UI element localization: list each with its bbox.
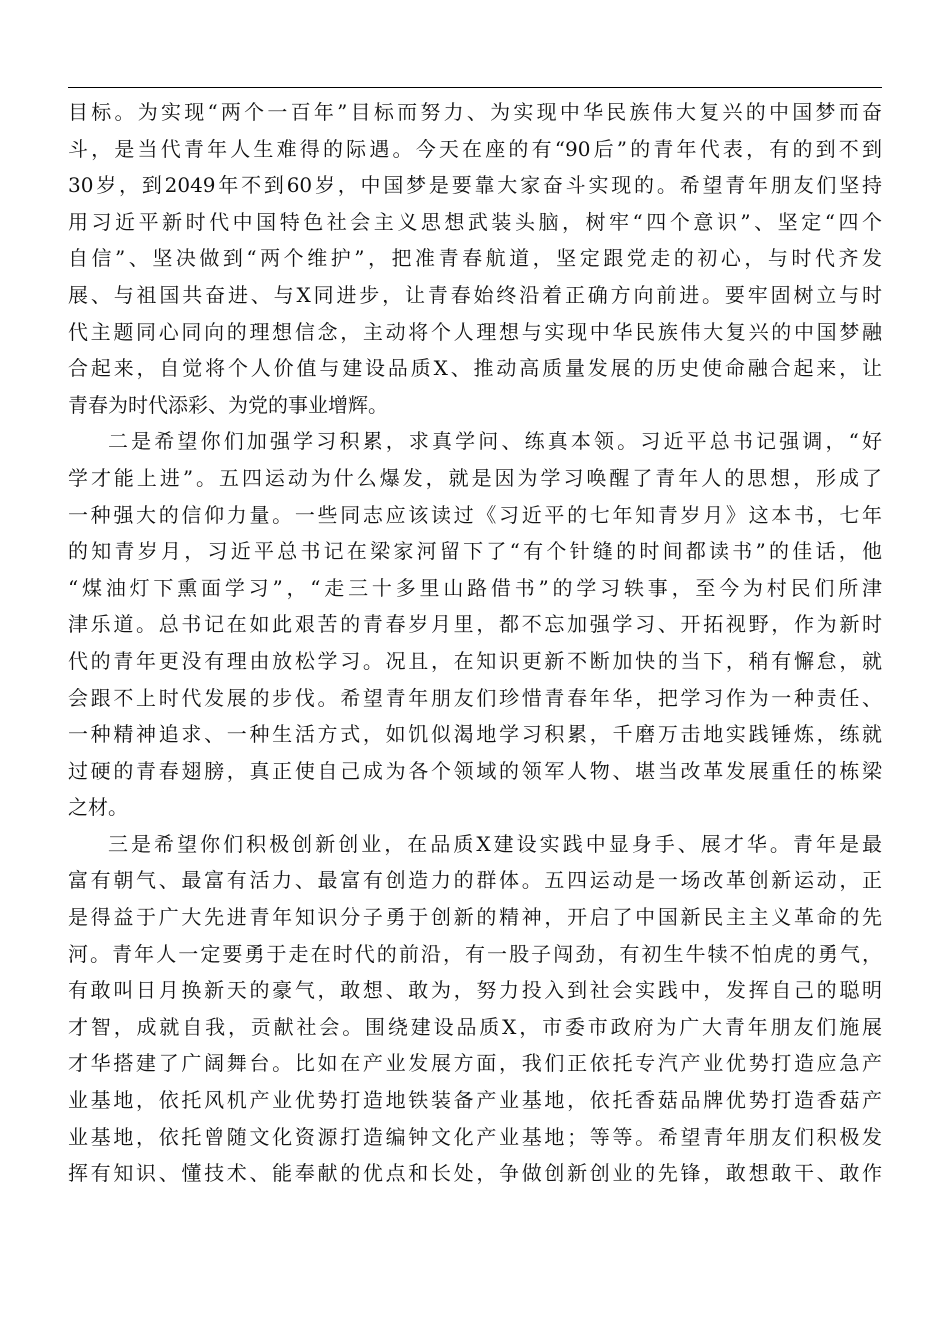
text-line: 合起来，自觉将个人价值与建设品质X、推动高质量发展的历史使命融合起来，让 [68, 356, 882, 381]
text-line: 斗，是当代青年人生难得的际遇。今天在座的有“90后”的青年代表，有的到不到 [68, 136, 882, 161]
text-line: 挥有知识、懂技术、能奉献的优点和长处，争做创新创业的先锋，敢想敢干、敢作 [68, 1161, 882, 1186]
text-line: 自信”、坚决做到“两个维护”，把准青春航道，坚定跟党走的初心，与时代齐发 [68, 246, 882, 271]
text-line: 二是希望你们加强学习积累，求真学问、练真本领。习近平总书记强调，“好 [108, 429, 882, 454]
text-line: 用习近平新时代中国特色社会主义思想武装头脑，树牢“四个意识”、坚定“四个 [68, 209, 882, 234]
text-line: 学才能上进”。五四运动为什么爆发，就是因为学习唤醒了青年人的思想，形成了 [68, 465, 882, 490]
text-line: 才华搭建了广阔舞台。比如在产业发展方面，我们正依托专汽产业优势打造应急产 [68, 1051, 882, 1076]
text-line: 代的青年更没有理由放松学习。况且，在知识更新不断加快的当下，稍有懈怠，就 [68, 648, 882, 673]
text-line: 30岁，到2049年不到60岁，中国梦是要靠大家奋斗实现的。希望青年朋友们坚持 [68, 173, 882, 198]
body-text [68, 94, 882, 1192]
text-line: 之材。 [68, 795, 128, 820]
text-line: 的知青岁月，习近平总书记在梁家河留下了“有个针缝的时间都读书”的佳话，他 [68, 539, 882, 564]
text-line: 津乐道。总书记在如此艰苦的青春岁月里，都不忘加强学习、开拓视野，作为新时 [68, 612, 882, 637]
text-line: 富有朝气、最富有活力、最富有创造力的群体。五四运动是一场改革创新运动，正 [68, 868, 882, 893]
text-line: 一种精神追求、一种生活方式，如饥似渴地学习积累，千磨万击地实践锤炼，练就 [68, 722, 882, 747]
text-line: 才智，成就自我，贡献社会。围绕建设品质X，市委市政府为广大青年朋友们施展 [68, 1014, 882, 1039]
text-line: 三是希望你们积极创新创业，在品质X建设实践中显身手、展才华。青年是最 [108, 831, 882, 856]
text-line: 河。青年人一定要勇于走在时代的前沿，有一股子闯劲，有初生牛犊不怕虎的勇气， [68, 941, 882, 966]
text-line: “煤油灯下熏面学习”，“走三十多里山路借书”的学习轶事，至今为村民们所津 [68, 575, 882, 600]
text-line: 青春为时代添彩、为党的事业增辉。 [68, 392, 388, 417]
text-line: 业基地，依托曾随文化资源打造编钟文化产业基地；等等。希望青年朋友们积极发 [68, 1124, 882, 1149]
text-line: 有敢叫日月换新天的豪气，敢想、敢为，努力投入到社会实践中，发挥自己的聪明 [68, 978, 882, 1003]
text-line: 目标。为实现“两个一百年”目标而努力、为实现中华民族伟大复兴的中国梦而奋 [68, 100, 882, 124]
text-line: 业基地，依托风机产业优势打造地铁装备产业基地，依托香菇品牌优势打造香菇产 [68, 1088, 882, 1113]
text-line: 过硬的青春翅膀，真正使自己成为各个领域的领军人物、堪当改革发展重任的栋梁 [68, 758, 882, 783]
text-line: 展、与祖国共奋进、与X同进步，让青春始终沿着正确方向前进。要牢固树立与时 [68, 282, 882, 307]
text-line: 一种强大的信仰力量。一些同志应该读过《习近平的七年知青岁月》这本书，七年 [68, 502, 882, 527]
header-rule [68, 87, 882, 88]
text-line: 是得益于广大先进青年知识分子勇于创新的精神，开启了中国新民主主义革命的先 [68, 905, 882, 930]
text-line: 会跟不上时代发展的步伐。希望青年朋友们珍惜青春年华，把学习作为一种责任、 [68, 685, 882, 710]
text-line: 代主题同心同向的理想信念，主动将个人理想与实现中华民族伟大复兴的中国梦融 [68, 319, 882, 344]
